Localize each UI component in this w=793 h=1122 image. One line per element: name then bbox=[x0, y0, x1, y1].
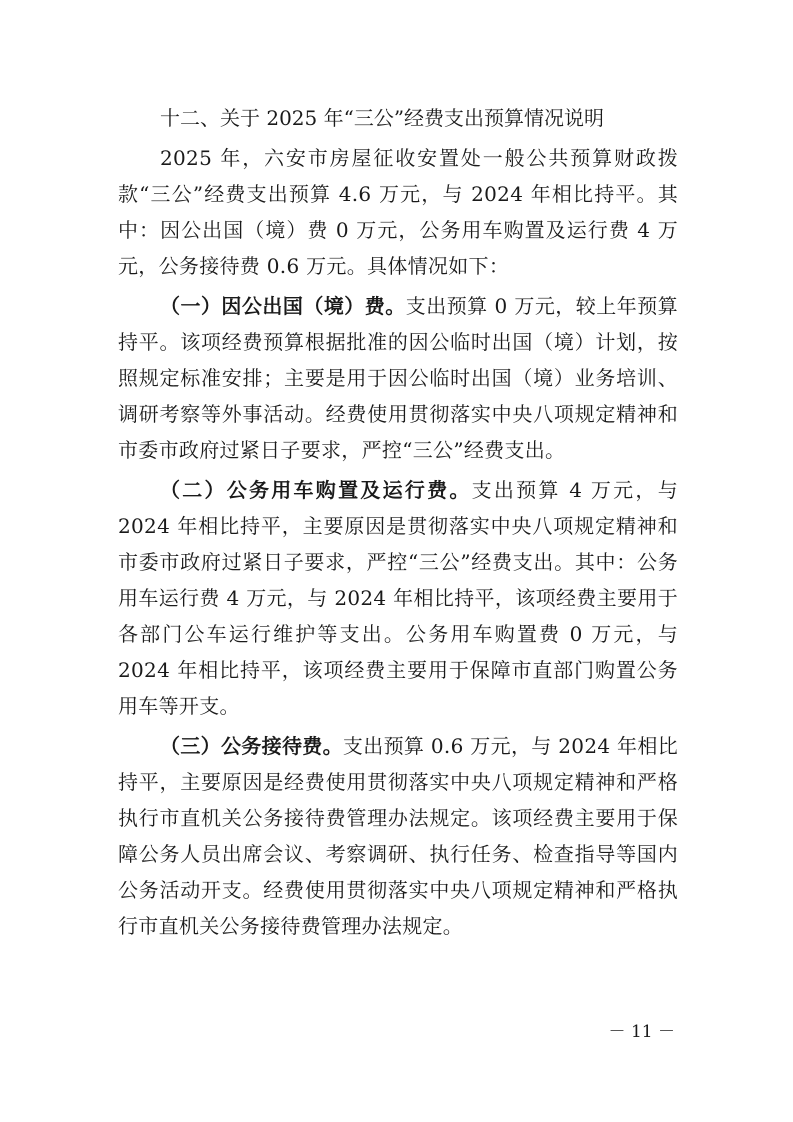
document-body bbox=[118, 100, 678, 948]
intro-paragraph: 2025 年，六安市房屋征收安置处一般公共预算财政拨款“三公”经费支出预算 4.6 万元，与 2024 年相比持平。其中：因公出国（境）费 0 万元，公务用车购置及运行费 4 万元，公务接待费 0.6 万元。具体情况如下： bbox=[118, 146, 678, 278]
section-lead-reception: （三）公务接待费。 bbox=[160, 734, 343, 758]
section-paragraph-overseas bbox=[118, 288, 678, 468]
page-number: － 11 － bbox=[608, 1022, 675, 1042]
section-heading: 十二、关于 2025 年“三公”经费支出预算情况说明 bbox=[160, 106, 605, 130]
section-paragraph-reception bbox=[118, 728, 678, 944]
section-lead-overseas: （一）因公出国（境）费。 bbox=[160, 294, 406, 318]
section-lead-vehicle: （二）公务用车购置及运行费。 bbox=[160, 478, 472, 502]
section-paragraph-vehicle bbox=[118, 472, 678, 724]
section-body-vehicle: 支出预算 4 万元，与 2024 年相比持平，主要原因是贯彻落实中央八项规定精神和市委市政府过紧日子要求，严控“三公”经费支出。其中：公务用车运行费 4 万元，与 2024 年相比持平，该项经费主要用于各部门公车运行维护等支出。公务用车购置费 0 万元，与 2024 年相比持平，该项经费主要用于保障市直部门购置公务用车等开支。 bbox=[118, 478, 678, 718]
section-body-overseas: 支出预算 0 万元，较上年预算持平。该项经费预算根据批准的因公临时出国（境）计划，按照规定标准安排；主要是用于因公临时出国（境）业务培训、调研考察等外事活动。经费使用贯彻落实中央八项规定精神和市委市政府过紧日子要求，严控“三公”经费支出。 bbox=[118, 294, 678, 462]
section-body-reception: 支出预算 0.6 万元，与 2024 年相比持平，主要原因是经费使用贯彻落实中央八项规定精神和严格执行市直机关公务接待费管理办法规定。该项经费主要用于保障公务人员出席会议、考察调研、执行任务、检查指导等国内公务活动开支。经费使用贯彻落实中央八项规定精神和严格执行市直机关公务接待费管理办法规定。 bbox=[118, 734, 678, 938]
